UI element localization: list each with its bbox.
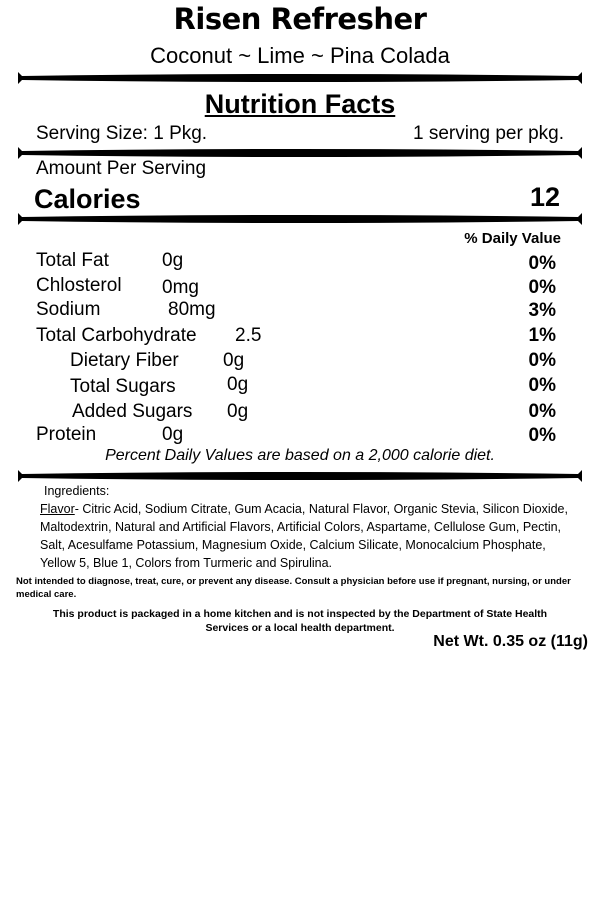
nutrient-name: Total Fat — [36, 250, 109, 271]
nutrition-facts-heading: Nutrition Facts — [204, 89, 396, 119]
nutrient-name: Sodium — [36, 299, 101, 320]
net-weight: Net Wt. 0.35 oz (11g) — [433, 633, 588, 650]
nutrient-daily-value: 1% — [528, 325, 556, 346]
divider-rule — [18, 469, 582, 483]
product-flavors: Coconut ~ Lime ~ Pina Colada — [150, 43, 450, 68]
calories-value: 12 — [529, 182, 560, 212]
nutrient-daily-value: 3% — [528, 300, 556, 321]
amount-per-serving: Amount Per Serving — [36, 158, 207, 179]
nutrient-amount: 2.5 — [235, 325, 262, 346]
nutrient-daily-value: 0% — [528, 350, 556, 371]
nutrient-name: Chlosterol — [36, 275, 122, 296]
nutrient-daily-value: 0% — [528, 277, 556, 298]
nutrient-name: Protein — [36, 424, 97, 445]
medical-disclaimer: Not intended to diagnose, treat, cure, or prevent any disease. Consult a physician before use if pregnant, nursing, or under medical care. — [16, 576, 571, 600]
daily-value-header: % Daily Value — [464, 230, 561, 247]
nutrient-name: Dietary Fiber — [70, 350, 179, 371]
product-title: Risen Refresher — [173, 2, 427, 36]
nutrient-name: Total Carbohydrate — [36, 325, 197, 346]
ingredients-list — [40, 500, 570, 572]
serving-size: Serving Size: 1 Pkg. — [36, 123, 208, 144]
nutrient-amount: 0mg — [162, 277, 199, 298]
nutrient-amount: 0g — [162, 250, 184, 271]
nutrient-amount: 80mg — [168, 299, 216, 320]
divider-rule — [18, 71, 582, 85]
nutrient-daily-value: 0% — [528, 401, 556, 422]
calories-label: Calories — [34, 184, 141, 214]
nutrient-amount: 0g — [162, 424, 184, 445]
nutrient-daily-value: 0% — [528, 375, 556, 396]
nutrient-daily-value: 0% — [528, 425, 556, 446]
nutrient-amount: 0g — [223, 350, 245, 371]
nutrient-amount: 0g — [227, 401, 249, 422]
servings-per-package: 1 serving per pkg. — [412, 123, 564, 144]
nutrient-daily-value: 0% — [528, 253, 556, 274]
nutrient-name: Total Sugars — [70, 376, 176, 397]
home-kitchen-notice: This product is packaged in a home kitchen and is not inspected by the Department of State Health Services or a local health department. — [52, 608, 548, 634]
ingredients-label: Ingredients: — [44, 484, 110, 498]
divider-rule — [18, 212, 582, 226]
nutrient-amount: 0g — [227, 374, 249, 395]
daily-values-footnote: Percent Daily Values are based on a 2,000 calorie diet. — [105, 447, 495, 464]
nutrient-name: Added Sugars — [72, 401, 193, 422]
ingredients-text: - Citric Acid, Sodium Citrate, Gum Acacia, Natural Flavor, Organic Stevia, Silicon Dioxide, Maltodextrin, Natural and Artificial Flavors, Artificial Colors, Aspartame, Cellulose Gum, Pectin, Salt, Acesulfame Potassium, Magnesium Oxide, Calcium Silicate, Monocalcium Phosphate, Yellow 5, Blue 1, Colors from Turmeric and Spirulina. — [40, 502, 568, 570]
flavor-word: Flavor — [40, 502, 75, 516]
